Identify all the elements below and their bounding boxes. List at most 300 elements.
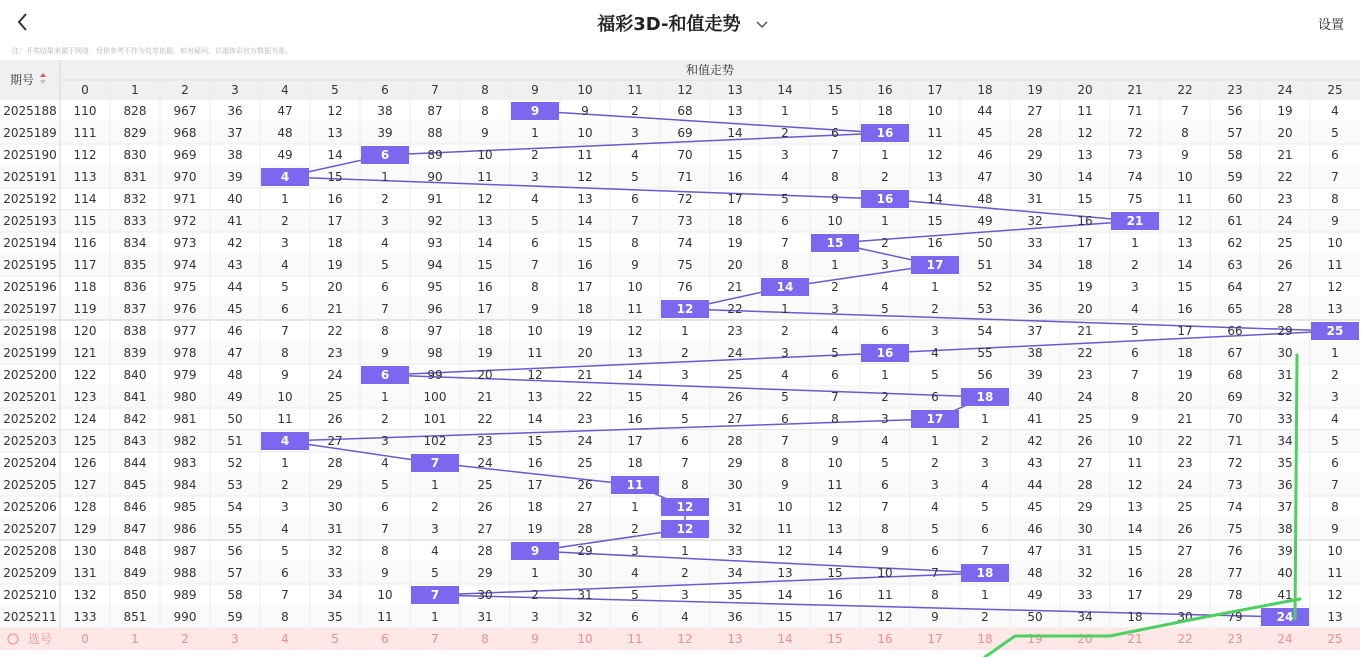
table-cell: 18 [1177, 346, 1193, 360]
table-cell: 11 [627, 302, 643, 316]
table-cell: 8 [281, 346, 289, 360]
table-cell: 24 [477, 456, 493, 470]
table-cell: 27 [577, 500, 593, 514]
table-cell: 23 [577, 412, 593, 426]
table-cell: 32 [327, 544, 343, 558]
table-cell: 71 [1227, 434, 1243, 448]
table-cell: 3 [981, 456, 989, 470]
table-cell: 37 [1027, 324, 1043, 338]
table-cell: 980 [173, 390, 197, 404]
table-cell: 35 [1027, 280, 1043, 294]
pick-number[interactable]: 2 [181, 632, 189, 646]
table-cell: 74 [677, 236, 693, 250]
hit-cell: 18 [976, 390, 994, 404]
chevron-down-icon[interactable] [755, 20, 769, 30]
table-cell: 44 [227, 280, 243, 294]
column-header: 18 [977, 83, 993, 97]
table-cell: 129 [73, 522, 97, 536]
table-cell: 56 [227, 544, 243, 558]
table-cell: 38 [1027, 346, 1043, 360]
table-cell: 13 [827, 522, 843, 536]
pick-number[interactable]: 18 [977, 632, 993, 646]
table-cell: 30 [1277, 346, 1293, 360]
table-cell: 8 [481, 104, 489, 118]
table-cell: 17 [1077, 236, 1093, 250]
table-cell: 829 [123, 126, 147, 140]
disclaimer-notice: 注：开奖结果来源于网络，仅供参考不作为兑奖依据，如有疑问，以福体彩官方数据为准。 [12, 47, 292, 55]
table-cell: 7 [831, 390, 839, 404]
table-cell: 11 [1327, 566, 1343, 580]
table-cell: 12 [827, 500, 843, 514]
table-cell: 842 [123, 412, 147, 426]
column-header: 8 [481, 83, 489, 97]
pick-number[interactable]: 22 [1177, 632, 1193, 646]
table-cell: 8 [531, 280, 539, 294]
table-cell: 7 [881, 500, 889, 514]
table-cell: 39 [227, 170, 243, 184]
period-cell: 2025205 [3, 478, 57, 492]
page-title[interactable] [0, 10, 1366, 36]
table-cell: 9 [381, 566, 389, 580]
pick-number[interactable]: 12 [677, 632, 693, 646]
period-cell: 2025192 [3, 192, 57, 206]
table-cell: 977 [173, 324, 197, 338]
table-cell: 12 [877, 610, 893, 624]
period-cell: 2025201 [3, 390, 57, 404]
table-cell: 39 [1027, 368, 1043, 382]
table-cell: 19 [477, 346, 493, 360]
hit-cell: 17 [926, 412, 944, 426]
table-cell: 7 [281, 324, 289, 338]
table-cell: 985 [173, 500, 197, 514]
table-cell: 47 [977, 170, 993, 184]
table-cell: 16 [827, 588, 843, 602]
table-cell: 2 [781, 126, 789, 140]
table-cell: 5 [881, 456, 889, 470]
table-cell: 1 [881, 214, 889, 228]
table-cell: 36 [727, 610, 743, 624]
table-cell: 7 [381, 522, 389, 536]
table-cell: 118 [73, 280, 97, 294]
column-header: 16 [877, 83, 893, 97]
table-cell: 49 [227, 390, 243, 404]
period-cell: 2025195 [3, 258, 57, 272]
table-cell: 34 [727, 566, 743, 580]
table-cell: 17 [727, 192, 743, 206]
table-cell: 30 [577, 566, 593, 580]
hit-cell: 12 [676, 302, 694, 316]
table-cell: 846 [123, 500, 147, 514]
table-cell: 11 [527, 346, 543, 360]
table-cell: 3 [381, 434, 389, 448]
table-cell: 4 [981, 478, 989, 492]
table-cell: 16 [1127, 566, 1143, 580]
period-cell: 2025193 [3, 214, 57, 228]
table-cell: 2 [531, 588, 539, 602]
table-cell: 13 [777, 566, 793, 580]
column-header: 7 [431, 83, 439, 97]
table-cell: 131 [73, 566, 97, 580]
table-cell: 7 [381, 302, 389, 316]
table-cell: 21 [477, 390, 493, 404]
table-cell: 26 [477, 500, 493, 514]
table-cell: 2 [631, 104, 639, 118]
table-cell: 11 [477, 170, 493, 184]
table-cell: 978 [173, 346, 197, 360]
table-cell: 110 [73, 104, 97, 118]
table-cell: 53 [227, 478, 243, 492]
table-cell: 2 [831, 280, 839, 294]
table-cell: 63 [1227, 258, 1243, 272]
table-cell: 28 [1027, 126, 1043, 140]
table-cell: 843 [123, 434, 147, 448]
table-cell: 13 [327, 126, 343, 140]
pick-number[interactable]: 19 [1027, 632, 1043, 646]
table-cell: 4 [681, 390, 689, 404]
table-cell: 25 [1177, 500, 1193, 514]
table-cell: 4 [881, 434, 889, 448]
table-cell: 73 [1227, 478, 1243, 492]
table-cell: 34 [327, 588, 343, 602]
table-cell: 25 [327, 390, 343, 404]
table-cell: 88 [427, 126, 443, 140]
table-cell: 1 [631, 500, 639, 514]
table-cell: 976 [173, 302, 197, 316]
table-cell: 12 [527, 368, 543, 382]
table-cell: 75 [677, 258, 693, 272]
table-cell: 13 [577, 192, 593, 206]
table-cell: 27 [327, 434, 343, 448]
table-cell: 56 [1227, 104, 1243, 118]
table-cell: 4 [881, 280, 889, 294]
table-cell: 4 [831, 324, 839, 338]
pick-number[interactable]: 10 [577, 632, 593, 646]
table-cell: 37 [1277, 500, 1293, 514]
table-cell: 97 [427, 324, 443, 338]
table-cell: 28 [727, 434, 743, 448]
table-cell: 1 [931, 280, 939, 294]
table-cell: 3 [781, 346, 789, 360]
table-cell: 16 [1177, 302, 1193, 316]
table-cell: 19 [1277, 104, 1293, 118]
table-cell: 23 [327, 346, 343, 360]
table-cell: 24 [327, 368, 343, 382]
table-cell: 13 [627, 346, 643, 360]
pick-number[interactable]: 8 [481, 632, 489, 646]
period-cell: 2025208 [3, 544, 57, 558]
table-cell: 33 [727, 544, 743, 558]
table-cell: 4 [531, 192, 539, 206]
table-cell: 5 [931, 368, 939, 382]
table-cell: 61 [1227, 214, 1243, 228]
table-cell: 837 [123, 302, 147, 316]
table-cell: 2 [681, 346, 689, 360]
table-cell: 836 [123, 280, 147, 294]
period-cell: 2025209 [3, 566, 57, 580]
column-header: 1 [131, 83, 139, 97]
table-cell: 14 [577, 214, 593, 228]
table-cell: 828 [123, 104, 147, 118]
table-cell: 102 [423, 434, 447, 448]
table-cell: 2 [931, 302, 939, 316]
table-cell: 18 [577, 302, 593, 316]
table-cell: 42 [1027, 434, 1043, 448]
table-cell: 48 [1027, 566, 1043, 580]
pick-number[interactable]: 5 [331, 632, 339, 646]
table-cell: 16 [1077, 214, 1093, 228]
period-cell: 2025207 [3, 522, 57, 536]
table-cell: 5 [1331, 434, 1339, 448]
table-cell: 50 [977, 236, 993, 250]
table-cell: 66 [1227, 324, 1243, 338]
table-cell: 2 [881, 170, 889, 184]
table-cell: 6 [1131, 346, 1139, 360]
table-cell: 975 [173, 280, 197, 294]
table-cell: 10 [277, 390, 293, 404]
period-cell: 2025191 [3, 170, 57, 184]
table-cell: 11 [827, 478, 843, 492]
table-cell: 9 [381, 346, 389, 360]
table-cell: 18 [627, 456, 643, 470]
table-cell: 48 [977, 192, 993, 206]
table-cell: 76 [1227, 544, 1243, 558]
table-cell: 79 [1227, 610, 1243, 624]
table-cell: 7 [681, 456, 689, 470]
table-cell: 7 [1331, 170, 1339, 184]
table-cell: 14 [527, 412, 543, 426]
table-cell: 55 [227, 522, 243, 536]
table-cell: 114 [73, 192, 97, 206]
table-cell: 32 [577, 610, 593, 624]
pick-number[interactable]: 24 [1277, 632, 1293, 646]
table-cell: 21 [727, 280, 743, 294]
settings-button[interactable]: 设置 [1317, 18, 1344, 33]
table-cell: 8 [781, 258, 789, 272]
table-cell: 36 [1027, 302, 1043, 316]
table-cell: 11 [1077, 104, 1093, 118]
table-cell: 984 [173, 478, 197, 492]
table-cell: 15 [927, 214, 943, 228]
column-header: 24 [1277, 83, 1293, 97]
table-cell: 29 [577, 544, 593, 558]
table-cell: 6 [881, 478, 889, 492]
table-cell: 12 [1077, 126, 1093, 140]
column-header: 25 [1327, 83, 1343, 97]
table-cell: 20 [1077, 302, 1093, 316]
table-cell: 29 [1077, 500, 1093, 514]
table-cell: 831 [123, 170, 147, 184]
table-cell: 10 [927, 104, 943, 118]
table-cell: 6 [931, 390, 939, 404]
table-cell: 990 [173, 610, 197, 624]
table-cell: 16 [477, 280, 493, 294]
table-cell: 3 [831, 302, 839, 316]
pick-number[interactable]: 6 [381, 632, 389, 646]
hit-cell: 16 [876, 192, 894, 206]
hit-cell: 6 [380, 148, 390, 162]
table-cell: 6 [681, 434, 689, 448]
table-cell: 17 [627, 434, 643, 448]
table-cell: 14 [927, 192, 943, 206]
table-cell: 26 [1277, 258, 1293, 272]
table-cell: 15 [527, 434, 543, 448]
table-cell: 33 [1077, 588, 1093, 602]
table-cell: 39 [1277, 544, 1293, 558]
pick-number[interactable]: 3 [231, 632, 239, 646]
pick-number[interactable]: 7 [431, 632, 439, 646]
table-cell: 967 [173, 104, 197, 118]
table-cell: 30 [1077, 522, 1093, 536]
table-cell: 73 [1127, 148, 1143, 162]
pick-number[interactable]: 25 [1327, 632, 1343, 646]
table-cell: 20 [327, 280, 343, 294]
pick-number[interactable]: 14 [777, 632, 793, 646]
table-cell: 14 [777, 588, 793, 602]
pick-number[interactable]: 23 [1227, 632, 1243, 646]
table-cell: 20 [1177, 390, 1193, 404]
table-cell: 7 [831, 148, 839, 162]
table-cell: 22 [477, 412, 493, 426]
table-cell: 8 [931, 588, 939, 602]
table-cell: 46 [227, 324, 243, 338]
table-cell: 9 [1131, 412, 1139, 426]
table-cell: 6 [281, 302, 289, 316]
table-cell: 4 [681, 610, 689, 624]
table-cell: 27 [477, 522, 493, 536]
table-cell: 3 [681, 588, 689, 602]
table-cell: 34 [1077, 610, 1093, 624]
period-header[interactable]: 期号 [9, 73, 35, 87]
table-cell: 11 [777, 522, 793, 536]
table-cell: 31 [727, 500, 743, 514]
table-cell: 9 [581, 104, 589, 118]
table-cell: 10 [1327, 236, 1343, 250]
table-cell: 11 [1327, 258, 1343, 272]
pick-number[interactable]: 0 [81, 632, 89, 646]
table-cell: 5 [531, 214, 539, 228]
table-cell: 8 [831, 170, 839, 184]
period-cell: 2025194 [3, 236, 57, 250]
table-cell: 6 [781, 214, 789, 228]
table-cell: 124 [73, 412, 97, 426]
pick-number[interactable]: 11 [627, 632, 643, 646]
table-cell: 15 [327, 170, 343, 184]
table-cell: 9 [281, 368, 289, 382]
pick-number[interactable]: 16 [877, 632, 893, 646]
hit-cell: 9 [530, 544, 540, 558]
table-cell: 6 [831, 126, 839, 140]
table-cell: 20 [727, 258, 743, 272]
table-cell: 25 [1277, 236, 1293, 250]
table-cell: 1 [381, 170, 389, 184]
table-cell: 9 [931, 610, 939, 624]
table-cell: 7 [281, 588, 289, 602]
table-cell: 6 [381, 500, 389, 514]
table-cell: 21 [327, 302, 343, 316]
table-cell: 1 [531, 126, 539, 140]
table-cell: 13 [477, 214, 493, 228]
column-header: 6 [381, 83, 389, 97]
pick-number[interactable]: 1 [131, 632, 139, 646]
table-cell: 21 [1077, 324, 1093, 338]
table-cell: 17 [327, 214, 343, 228]
table-cell: 52 [977, 280, 993, 294]
table-cell: 45 [1027, 500, 1043, 514]
table-cell: 6 [881, 324, 889, 338]
table-cell: 1 [981, 588, 989, 602]
pick-number[interactable]: 13 [727, 632, 743, 646]
table-cell: 93 [427, 236, 443, 250]
table-cell: 36 [227, 104, 243, 118]
table-cell: 14 [827, 544, 843, 558]
table-cell: 72 [1127, 126, 1143, 140]
table-cell: 24 [1177, 478, 1193, 492]
pick-number[interactable]: 17 [927, 632, 943, 646]
table-cell: 833 [123, 214, 147, 228]
table-cell: 971 [173, 192, 197, 206]
pick-number[interactable]: 21 [1127, 632, 1143, 646]
table-cell: 33 [327, 566, 343, 580]
table-cell: 51 [977, 258, 993, 272]
hit-cell: 6 [380, 368, 390, 382]
table-cell: 12 [1127, 478, 1143, 492]
table-cell: 16 [927, 236, 943, 250]
table-cell: 12 [1177, 214, 1193, 228]
table-cell: 6 [931, 544, 939, 558]
table-cell: 26 [327, 412, 343, 426]
table-cell: 5 [631, 170, 639, 184]
pick-number[interactable]: 9 [531, 632, 539, 646]
table-cell: 7 [931, 566, 939, 580]
table-cell: 5 [631, 588, 639, 602]
table-cell: 121 [73, 346, 97, 360]
table-cell: 1 [431, 478, 439, 492]
hit-cell: 18 [976, 566, 994, 580]
table-cell: 27 [727, 412, 743, 426]
pick-number[interactable]: 4 [281, 632, 289, 646]
table-cell: 56 [977, 368, 993, 382]
table-cell: 2 [981, 434, 989, 448]
table-cell: 5 [431, 566, 439, 580]
table-cell: 69 [1227, 390, 1243, 404]
table-cell: 22 [577, 390, 593, 404]
table-cell: 15 [1127, 544, 1143, 558]
table-cell: 12 [1327, 280, 1343, 294]
table-cell: 65 [1227, 302, 1243, 316]
trend-grid [0, 60, 1366, 657]
table-cell: 15 [627, 390, 643, 404]
pick-number[interactable]: 15 [827, 632, 843, 646]
table-cell: 1 [881, 148, 889, 162]
hit-cell: 15 [826, 236, 844, 250]
table-cell: 986 [173, 522, 197, 536]
pick-number[interactable]: 20 [1077, 632, 1093, 646]
period-cell: 2025197 [3, 302, 57, 316]
table-cell: 24 [1277, 214, 1293, 228]
table-cell: 35 [1277, 456, 1293, 470]
column-header: 4 [281, 83, 289, 97]
table-cell: 28 [577, 522, 593, 536]
table-cell: 7 [1331, 478, 1339, 492]
table-cell: 27 [1027, 104, 1043, 118]
table-cell: 15 [577, 236, 593, 250]
table-cell: 8 [1331, 192, 1339, 206]
table-cell: 844 [123, 456, 147, 470]
table-cell: 5 [781, 192, 789, 206]
table-cell: 10 [477, 148, 493, 162]
table-cell: 15 [1077, 192, 1093, 206]
table-cell: 35 [727, 588, 743, 602]
